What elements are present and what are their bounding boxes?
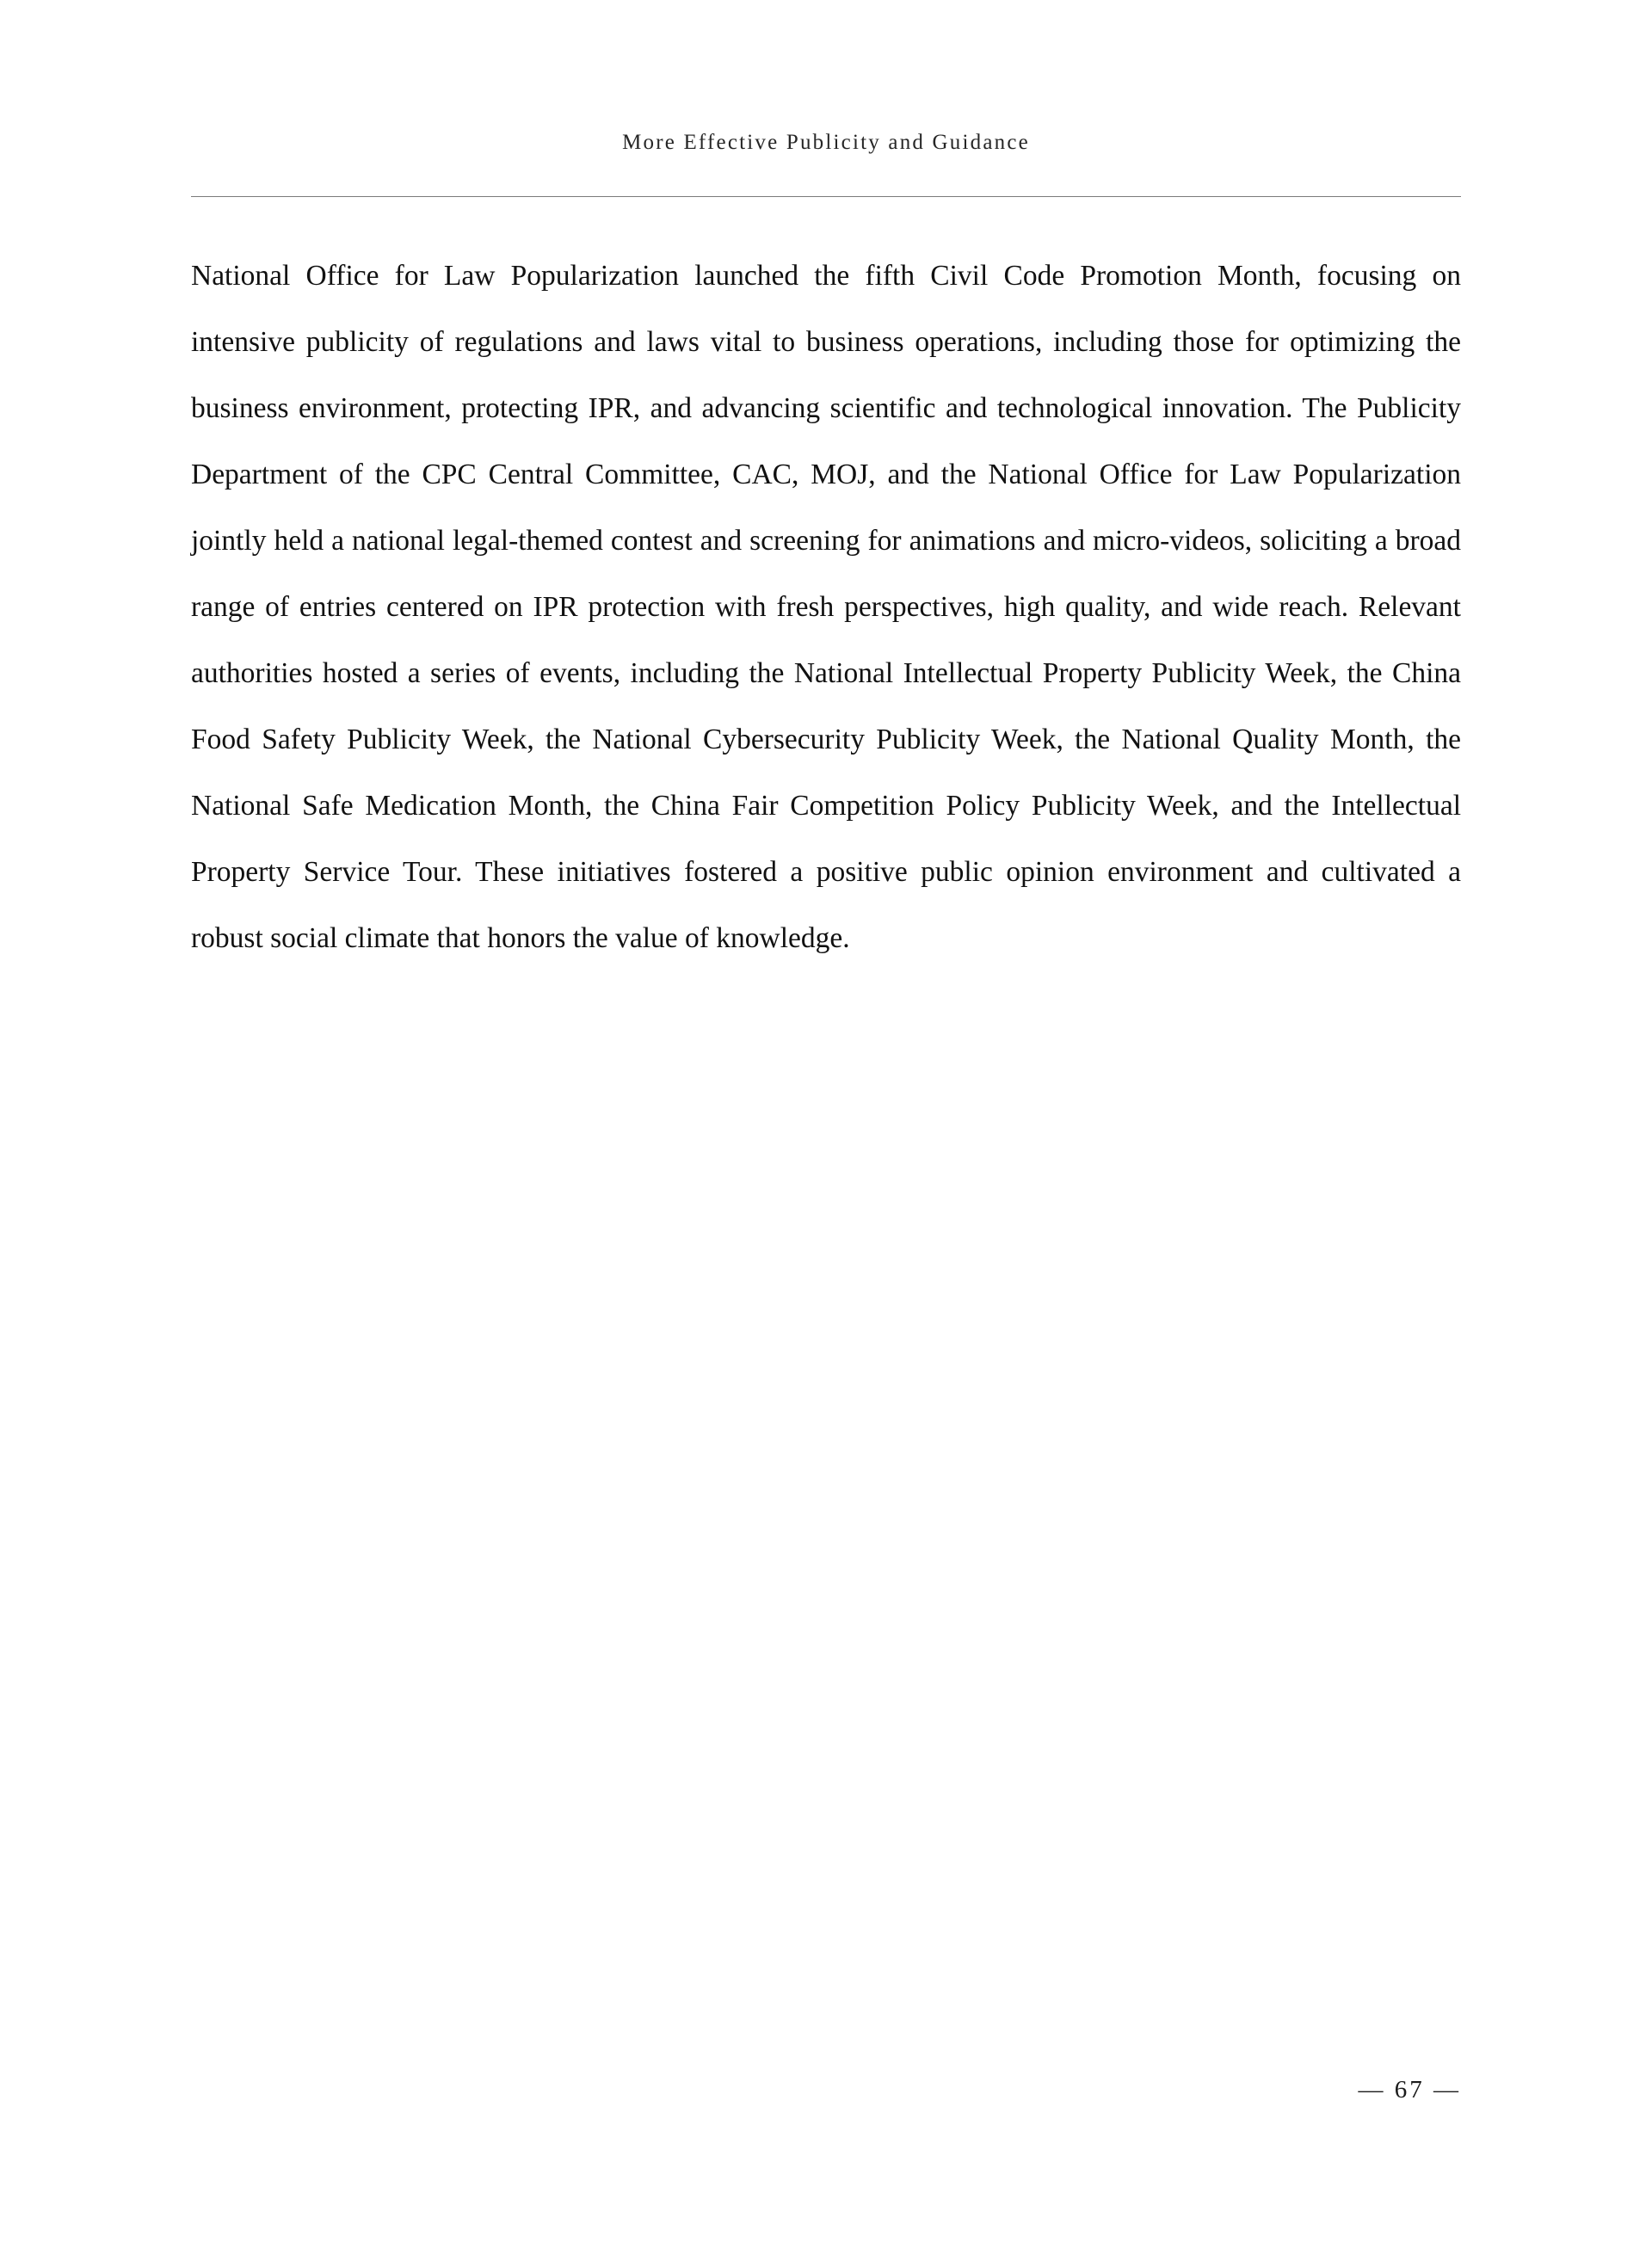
running-head: More Effective Publicity and Guidance [622,131,1030,154]
page-number: — 67 — [1358,2076,1461,2103]
paragraph: National Office for Law Popularization launched the fifth Civil Code Promotion Month, focusing on intensive publicity of regulations and laws vital to business operations, including those for optimizing the business environment, protecting IPR, and advancing scientific and technological innovation. The Publicity Department of the CPC Central Committee, CAC, MOJ, and the National Office for Law Popularization jointly held a national legal-themed contest and screening for animations and micro-videos, soliciting a broad range of entries centered on IPR protection with fresh perspectives, high quality, and wide reach. Relevant authorities hosted a series of events, including the National Intellectual Property Publicity Week, the China Food Safety Publicity Week, the National Cybersecurity Publicity Week, the National Quality Month, the National Safe Medication Month, the China Fair Competition Policy Publicity Week, and the Intellectual Property Service Tour. These initiatives fostered a positive public opinion environment and cultivated a robust social climate that honors the value of knowledge. [191,260,1461,954]
header-divider [191,196,1461,197]
body-text [191,243,1461,971]
